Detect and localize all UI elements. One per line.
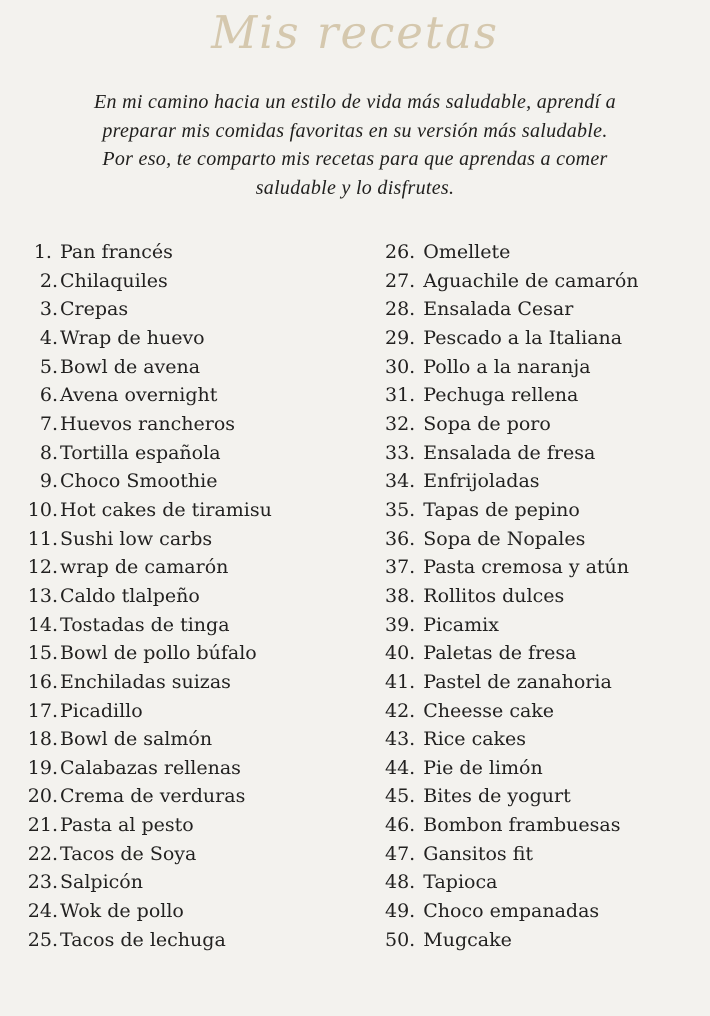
recipe-list-item <box>22 381 362 410</box>
recipe-list-item <box>385 525 705 554</box>
recipe-name: Sopa de poro <box>423 412 551 435</box>
recipe-name: Pescado a la Italiana <box>423 326 623 349</box>
recipe-name: Salpicón <box>60 871 143 894</box>
recipe-name: Bowl de pollo búfalo <box>60 642 257 665</box>
recipe-name: Bowl de avena <box>60 355 201 378</box>
intro-paragraph <box>0 88 710 202</box>
recipe-name: Omellete <box>423 241 511 263</box>
recipe-number: 32. <box>385 412 422 435</box>
recipe-name: Bites de yogurt <box>423 785 571 808</box>
recipe-number: 25. <box>27 928 58 951</box>
recipe-name: Choco empanadas <box>423 900 600 923</box>
recipe-list-item <box>22 238 362 267</box>
recipe-number: 27. <box>385 269 422 292</box>
recipe-name: Tapioca <box>423 871 498 894</box>
recipe-list-item <box>385 467 705 496</box>
recipe-name: Ensalada Cesar <box>423 298 574 321</box>
recipe-number: 43. <box>385 728 422 751</box>
recipe-list-item <box>385 324 705 353</box>
recipe-list-item <box>22 410 362 439</box>
recipe-name: Tortilla española <box>60 441 221 464</box>
page-title: Mis recetas <box>211 6 499 59</box>
recipe-name: Tacos de lechuga <box>60 928 226 951</box>
recipe-list-item <box>22 611 362 640</box>
recipe-list-item <box>385 639 705 668</box>
recipe-number: 49. <box>385 900 422 923</box>
recipe-number: 17. <box>27 699 58 722</box>
recipe-number: 28. <box>385 298 422 321</box>
recipe-number: 33. <box>385 441 422 464</box>
recipe-number: 48. <box>385 871 422 894</box>
recipe-list-item <box>22 668 362 697</box>
intro-line: Por eso, te comparto mis recetas para que aprendas a comer <box>102 148 608 171</box>
recipe-number: 2. <box>39 269 58 292</box>
recipe-number: 22. <box>27 842 58 865</box>
recipe-list-item <box>385 496 705 525</box>
recipe-list-item <box>385 725 705 754</box>
recipe-list-item <box>22 811 362 840</box>
recipe-list-item <box>385 811 705 840</box>
intro-line: preparar mis comidas favoritas en su versión más saludable. <box>102 119 608 142</box>
recipe-number: 18. <box>27 728 58 751</box>
recipe-name: Tapas de pepino <box>423 498 580 521</box>
recipe-number: 35. <box>385 498 422 521</box>
recipe-name: Pollo a la naranja <box>423 355 591 378</box>
recipe-number: 31. <box>385 384 422 407</box>
recipe-list-item <box>22 353 362 382</box>
recipe-number: 10. <box>27 498 58 521</box>
recipe-list-item <box>385 897 705 926</box>
recipe-number: 47. <box>385 842 422 865</box>
recipe-name: Enchiladas suizas <box>60 670 231 693</box>
recipe-number: 26. <box>385 241 422 263</box>
recipe-name: wrap de camarón <box>60 556 229 579</box>
recipe-number: 24. <box>27 900 58 923</box>
recipe-name: Pasta cremosa y atún <box>423 556 630 579</box>
recipe-number: 29. <box>385 326 422 349</box>
recipe-name: Sushi low carbs <box>60 527 213 550</box>
recipe-list-item <box>385 439 705 468</box>
recipe-list-item <box>22 840 362 869</box>
recipe-list-item <box>22 324 362 353</box>
recipe-name: Picamix <box>423 613 499 636</box>
recipe-name: Enfrijoladas <box>423 470 540 493</box>
recipe-list-item <box>385 410 705 439</box>
recipe-number: 44. <box>385 756 422 779</box>
recipe-list-item <box>385 868 705 897</box>
recipe-name: Avena overnight <box>60 384 218 407</box>
recipe-list-left <box>22 238 362 954</box>
recipe-list-item <box>22 754 362 783</box>
recipe-number: 38. <box>385 584 422 607</box>
recipe-name: Pechuga rellena <box>423 384 579 407</box>
recipe-number: 37. <box>385 556 422 579</box>
recipe-name: Paletas de fresa <box>423 642 577 665</box>
recipe-list-item <box>22 439 362 468</box>
recipe-number: 7. <box>39 412 58 435</box>
recipe-list-item <box>385 754 705 783</box>
recipe-name: Gansitos fit <box>423 842 534 865</box>
recipe-number: 36. <box>385 527 422 550</box>
recipe-number: 13. <box>27 584 58 607</box>
recipe-name: Pan francés <box>60 241 173 263</box>
recipe-name: Pie de limón <box>423 756 543 779</box>
recipe-number: 11. <box>27 527 58 550</box>
recipe-name: Calabazas rellenas <box>60 756 241 779</box>
recipe-list-item <box>385 381 705 410</box>
recipe-name: Huevos rancheros <box>60 412 236 435</box>
recipe-name: Mugcake <box>423 928 512 951</box>
recipe-number: 39. <box>385 613 422 636</box>
recipe-name: Caldo tlalpeño <box>60 584 200 607</box>
recipe-name: Cheesse cake <box>423 699 555 722</box>
recipe-list-item <box>22 926 362 955</box>
recipe-number: 3. <box>39 298 58 321</box>
recipe-name: Choco Smoothie <box>60 470 218 493</box>
recipe-list-item <box>385 582 705 611</box>
recipe-number: 42. <box>385 699 422 722</box>
recipe-list-item <box>22 467 362 496</box>
recipe-number: 23. <box>27 871 58 894</box>
recipe-number: 9. <box>39 470 58 493</box>
recipe-list-item <box>385 295 705 324</box>
recipe-number: 46. <box>385 814 422 837</box>
recipe-number: 20. <box>27 785 58 808</box>
recipe-number: 14. <box>27 613 58 636</box>
recipe-name: Ensalada de fresa <box>423 441 596 464</box>
recipe-number: 12. <box>27 556 58 579</box>
recipe-list-item <box>385 697 705 726</box>
recipe-number: 1. <box>33 241 58 263</box>
recipe-name: Chilaquiles <box>60 269 168 292</box>
recipe-list-item <box>22 897 362 926</box>
recipe-number: 50. <box>385 928 422 951</box>
recipe-name: Tacos de Soya <box>60 842 197 865</box>
recipe-name: Bowl de salmón <box>60 728 213 751</box>
recipe-list-item <box>385 782 705 811</box>
recipe-list-item <box>22 267 362 296</box>
recipe-list-item <box>22 525 362 554</box>
recipe-list-item <box>385 840 705 869</box>
recipe-list-item <box>385 553 705 582</box>
recipe-name: Bombon frambuesas <box>423 814 621 837</box>
recipe-name: Aguachile de camarón <box>423 269 639 292</box>
recipe-name: Pastel de zanahoria <box>423 670 612 693</box>
recipe-number: 8. <box>39 441 58 464</box>
recipe-list-item <box>22 639 362 668</box>
recipe-number: 4. <box>39 326 58 349</box>
recipe-list-right <box>385 238 705 954</box>
recipe-list-item <box>385 926 705 955</box>
recipe-list-item <box>22 295 362 324</box>
recipe-list-item <box>22 496 362 525</box>
recipe-list-item <box>385 238 705 267</box>
recipe-name: Hot cakes de tiramisu <box>60 498 272 521</box>
recipe-number: 21. <box>27 814 58 837</box>
recipe-name: Crema de verduras <box>60 785 246 808</box>
recipe-list-item <box>385 668 705 697</box>
recipe-list-item <box>385 611 705 640</box>
recipe-list-item <box>385 353 705 382</box>
recipe-list-item <box>22 697 362 726</box>
recipe-number: 6. <box>39 384 58 407</box>
recipe-number: 45. <box>385 785 422 808</box>
intro-line: En mi camino hacia un estilo de vida más saludable, aprendí a <box>94 91 616 113</box>
recipe-name: Wok de pollo <box>60 900 184 923</box>
recipe-list-item <box>22 725 362 754</box>
recipe-name: Wrap de huevo <box>60 326 205 349</box>
recipe-list-item <box>22 782 362 811</box>
recipe-number: 19. <box>27 756 58 779</box>
recipe-name: Picadillo <box>60 699 143 722</box>
recipe-number: 34. <box>385 470 422 493</box>
recipe-number: 15. <box>27 642 58 665</box>
intro-line: saludable y lo disfrutes. <box>255 176 455 199</box>
recipe-name: Rice cakes <box>423 728 527 751</box>
recipe-number: 16. <box>27 670 58 693</box>
recipe-list-item <box>22 553 362 582</box>
recipe-number: 30. <box>385 355 422 378</box>
recipe-name: Tostadas de tinga <box>60 613 230 636</box>
recipe-name: Rollitos dulces <box>423 584 565 607</box>
recipe-number: 41. <box>385 670 422 693</box>
recipe-number: 5. <box>39 355 58 378</box>
recipe-list-item <box>22 868 362 897</box>
recipe-list-item <box>385 267 705 296</box>
recipe-name: Crepas <box>60 298 129 321</box>
recipe-list-item <box>22 582 362 611</box>
recipe-number: 40. <box>385 642 422 665</box>
recipe-name: Pasta al pesto <box>60 814 194 837</box>
recipe-name: Sopa de Nopales <box>423 527 586 550</box>
